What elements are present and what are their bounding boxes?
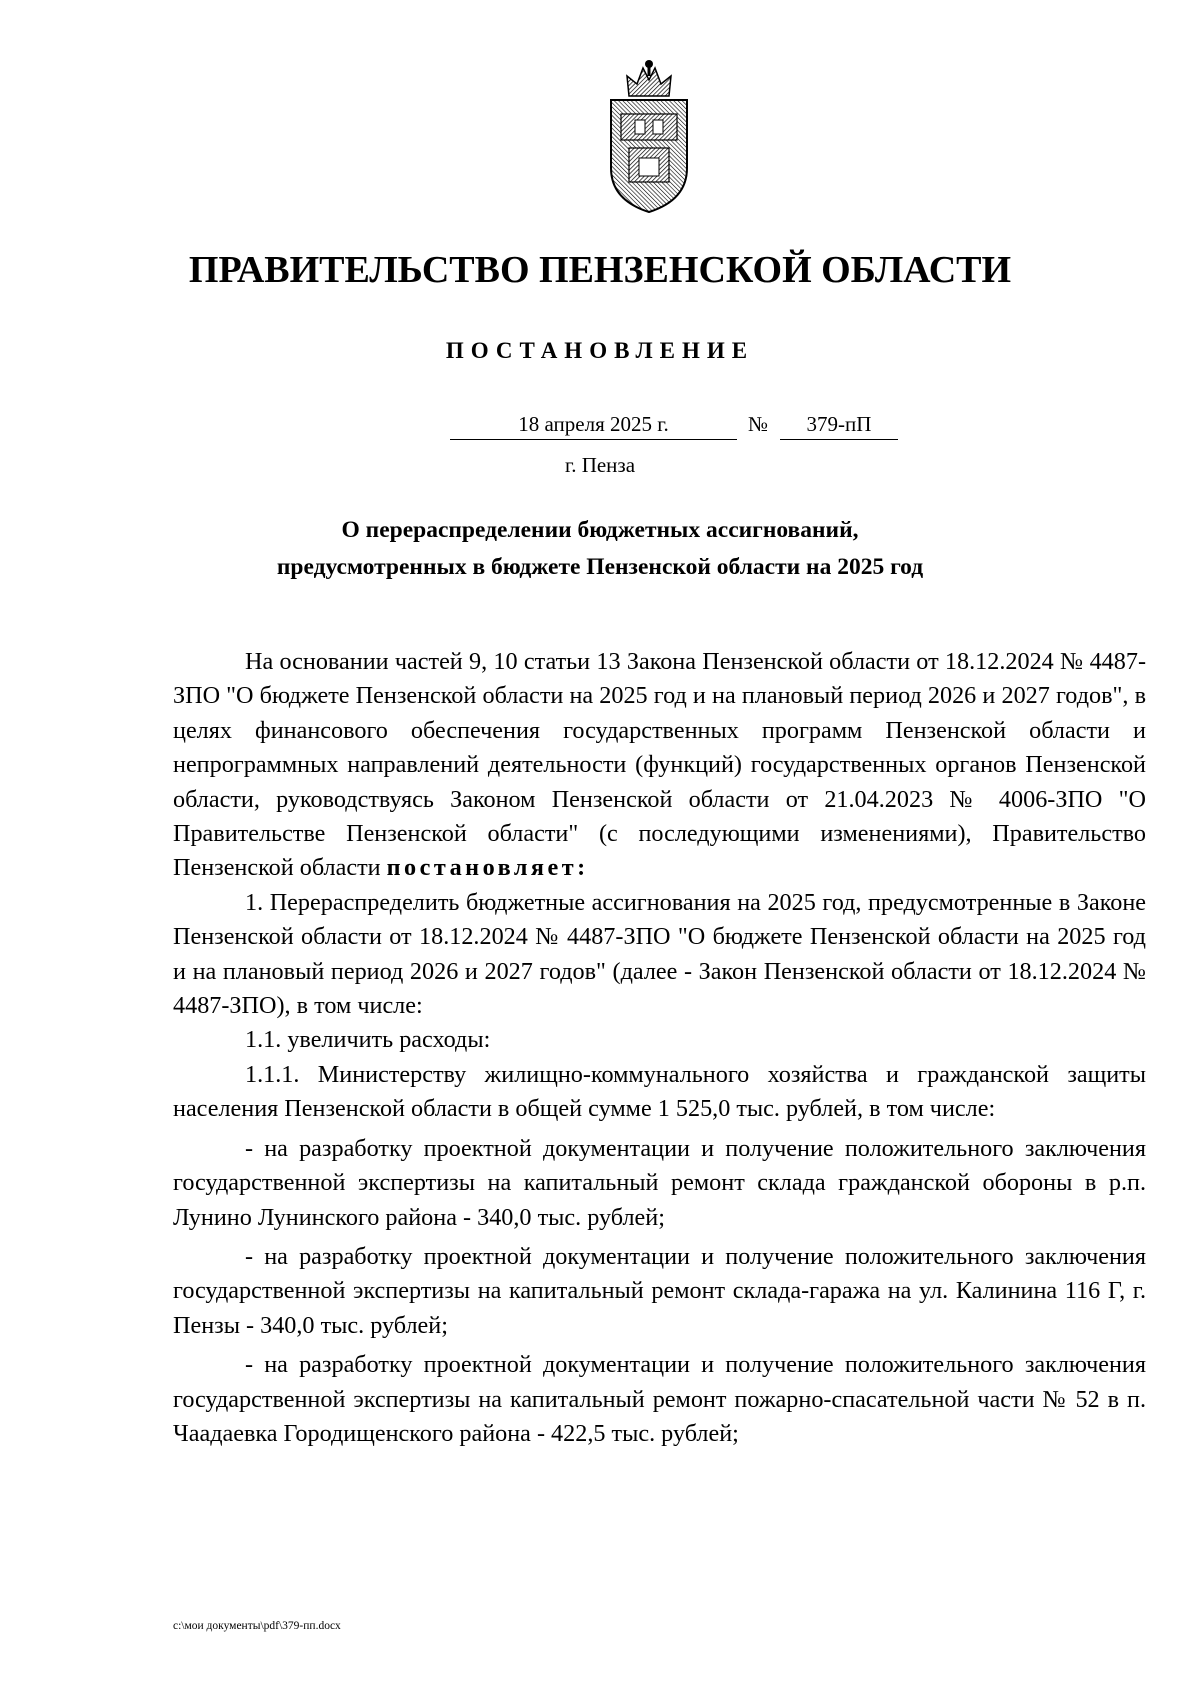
organization-title: ПРАВИТЕЛЬСТВО ПЕНЗЕНСКОЙ ОБЛАСТИ <box>188 249 1012 291</box>
list-item: - на разработку проектной документации и получение положительного заключения государственной экспертизы на капитальный ремонт склада гражданской обороны в р.п. Лунино Лунинского района - 340,0 тыс. рублей; <box>173 1134 1146 1231</box>
preamble-paragraph <box>173 645 1146 886</box>
number-sign: № <box>748 412 769 436</box>
subject-line-1: О перераспределении бюджетных ассигнований, <box>341 517 859 543</box>
document-date: 18 апреля 2025 г. <box>450 412 737 440</box>
paragraph-1-1: 1.1. увеличить расходы: <box>245 1026 491 1054</box>
list-item: - на разработку проектной документации и получение положительного заключения государственной экспертизы на капитальный ремонт пожарно-спасательной части № 52 в п. Чаадаевка Городищенского района - 422,5 тыс. рублей; <box>173 1351 1146 1447</box>
paragraph-1-1-1: 1.1.1. Министерству жилищно-коммунального хозяйства и гражданской защиты населения Пензенской области в общей сумме 1 525,0 тыс. рублей, в том числе: <box>173 1060 1146 1123</box>
document-subject <box>0 512 1200 586</box>
document-body <box>173 645 1146 1451</box>
subject-line-2: предусмотренных в бюджете Пензенской области на 2025 год <box>276 554 924 580</box>
list-item: - на разработку проектной документации и получение положительного заключения государственной экспертизы на капитальный ремонт склада-гаража на ул. Калинина 116 Г, г. Пензы - 340,0 тыс. рублей; <box>173 1242 1146 1339</box>
resolves-word: постановляет: <box>386 854 589 882</box>
city: г. Пенза <box>564 453 636 477</box>
paragraph-1: 1. Перераспределить бюджетные ассигнования на 2025 год, предусмотренные в Законе Пензенской области от 18.12.2024 № 4487-ЗПО "О бюджете Пензенской области на 2025 год и на плановый период 2026 и 2027 годов" (далее - Закон Пензенской области от 18.12.2024 № 4487-ЗПО), в том числе: <box>173 888 1146 1020</box>
document-type: ПОСТАНОВЛЕНИЕ <box>445 338 755 363</box>
document-number: 379-пП <box>780 412 898 440</box>
preamble-text: На основании частей 9, 10 статьи 13 Закона Пензенской области от 18.12.2024 № 4487-ЗПО "О бюджете Пензенской области на 2025 год и на плановый период 2026 и 2027 годов", в целях финансового обеспечения государственных программ Пензенской области и непрограммных направлений деятельности (функций) государственных органов Пензенской области, руководствуясь Законом Пензенской области от 21.04.2023 № 4006-ЗПО "О Правительстве Пензенской области" (с последующими изменениями), Правительство Пензенской области <box>173 648 1146 882</box>
coat-of-arms-icon <box>605 58 693 216</box>
footer-file-path: c:\мои документы\pdf\379-пп.docx <box>173 1620 341 1632</box>
